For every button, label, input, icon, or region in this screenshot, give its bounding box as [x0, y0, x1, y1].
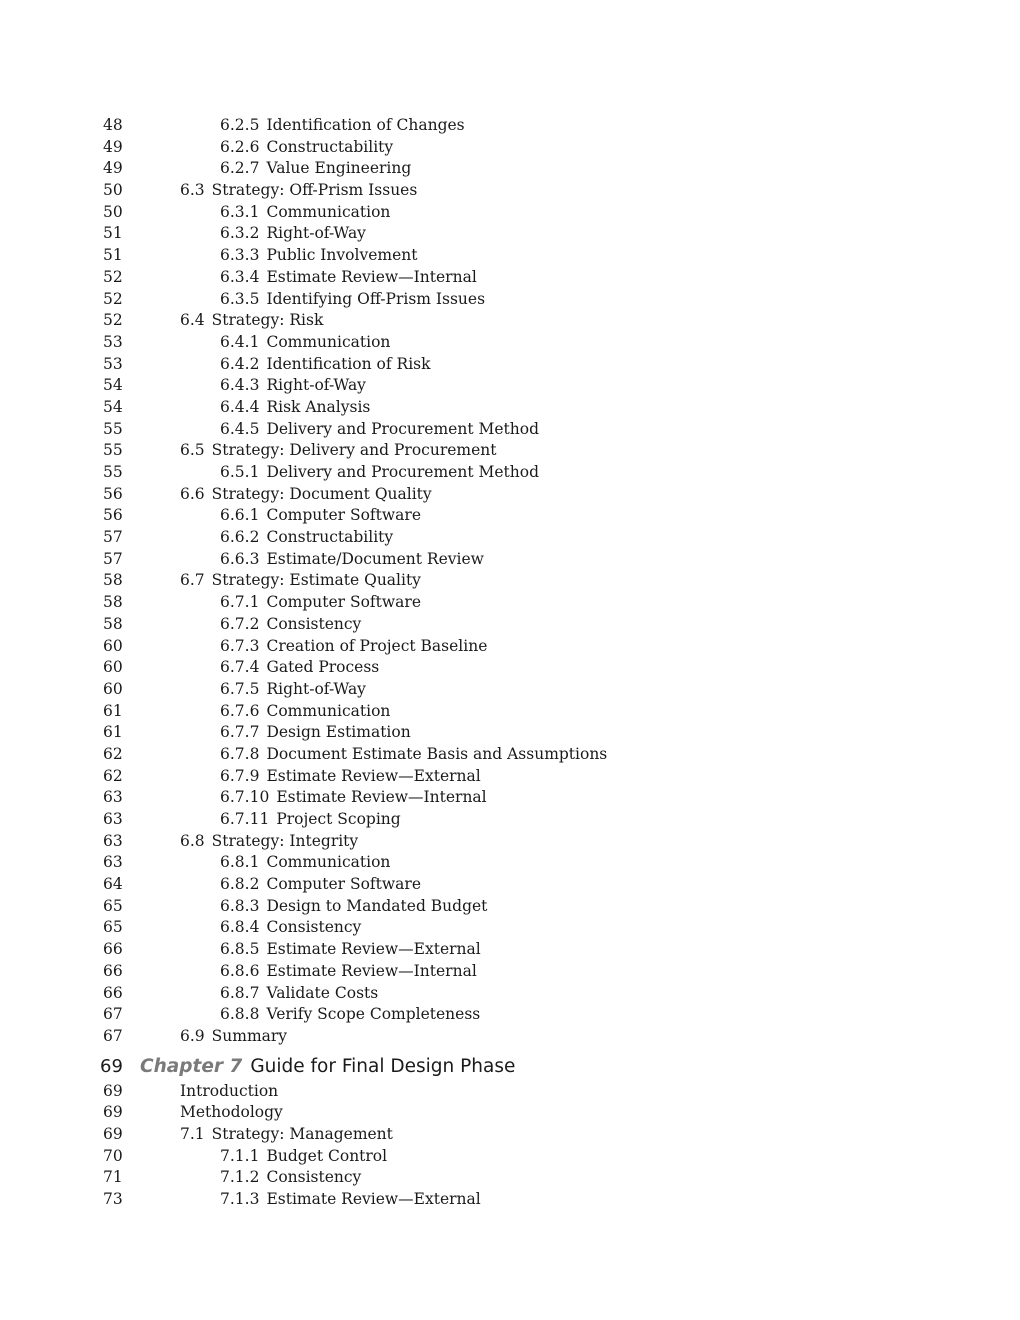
toc-page-number: 52 — [103, 289, 123, 308]
toc-entry[interactable] — [0, 397, 1020, 419]
section-number: 6.8.2 — [220, 875, 260, 894]
section-number: 6.8.6 — [220, 961, 260, 980]
toc-page-number: 48 — [103, 116, 123, 134]
toc-entry[interactable] — [0, 1189, 1020, 1211]
section-title: Identification of Risk — [266, 354, 431, 373]
toc-entry-text — [220, 983, 378, 1005]
section-number: 6.3.2 — [220, 224, 260, 243]
toc-page-number: 49 — [103, 159, 123, 178]
section-number: 6.6 — [180, 484, 205, 503]
toc-entry[interactable] — [0, 1026, 1020, 1048]
section-number: 6.7.5 — [220, 679, 260, 698]
section-number: 6.3.1 — [220, 202, 260, 221]
section-title: Strategy: Management — [211, 1124, 393, 1143]
toc-page-number: 70 — [103, 1146, 123, 1165]
section-title: Right-of-Way — [266, 376, 366, 395]
toc-entry[interactable] — [0, 1146, 1020, 1168]
toc-entry[interactable] — [0, 419, 1020, 441]
section-number: 6.4.3 — [220, 376, 260, 395]
section-title: Introduction — [180, 1081, 279, 1100]
toc-entry-text — [220, 1189, 481, 1211]
toc-entry-text — [220, 1004, 480, 1026]
toc-entry[interactable] — [0, 679, 1020, 701]
toc-entry-text — [180, 831, 358, 853]
toc-entry[interactable] — [0, 917, 1020, 939]
section-number: 6.8.8 — [220, 1005, 260, 1024]
toc-entry[interactable] — [0, 505, 1020, 527]
toc-entry[interactable] — [0, 896, 1020, 918]
section-number: 6.6.3 — [220, 549, 260, 568]
chapter-label: Chapter 7 — [140, 1055, 243, 1077]
toc-entry-text — [220, 896, 487, 918]
toc-entry[interactable] — [0, 809, 1020, 831]
toc-entry[interactable] — [0, 983, 1020, 1005]
section-title: Computer Software — [266, 875, 421, 894]
section-number: 6.8.3 — [220, 896, 260, 915]
toc-entry-text — [180, 440, 497, 462]
toc-page-number: 65 — [103, 918, 123, 937]
toc-entry-text — [220, 766, 481, 788]
toc-entry[interactable] — [0, 961, 1020, 983]
toc-entry-text — [220, 722, 411, 744]
section-title: Value Engineering — [266, 159, 412, 178]
section-number: 6.8 — [180, 831, 205, 850]
toc-page-number: 64 — [103, 875, 123, 894]
section-number: 6.2.5 — [220, 116, 260, 134]
toc-entry[interactable] — [0, 1124, 1020, 1146]
toc-page-number: 51 — [103, 224, 123, 243]
section-title: Gated Process — [266, 658, 380, 677]
toc-page-number: 58 — [103, 571, 123, 590]
toc-entry[interactable] — [0, 484, 1020, 506]
section-number: 6.7.1 — [220, 593, 260, 612]
section-title: Estimate/Document Review — [266, 549, 484, 568]
section-title: Methodology — [180, 1103, 283, 1122]
toc-entry[interactable] — [0, 115, 1020, 137]
section-number: 6.6.2 — [220, 528, 260, 547]
section-number: 6.5.1 — [220, 463, 260, 481]
toc-entry[interactable] — [0, 614, 1020, 636]
toc-page-number: 56 — [103, 506, 123, 525]
section-number: 6.3.5 — [220, 289, 260, 308]
section-title: Estimate Review—Internal — [266, 267, 477, 286]
section-title: Consistency — [266, 918, 362, 937]
section-number: 6.3.4 — [220, 267, 260, 286]
section-number: 6.7.7 — [220, 723, 260, 742]
toc-entry[interactable] — [0, 939, 1020, 961]
section-title: Estimate Review—External — [266, 1190, 481, 1208]
section-number: 6.7.11 — [220, 810, 270, 828]
toc-page-number: 69 — [103, 1103, 123, 1122]
toc-entry[interactable] — [0, 1081, 1020, 1103]
toc-chapter-heading[interactable] — [0, 1051, 1020, 1083]
section-title: Strategy: Off-Prism Issues — [211, 181, 418, 200]
section-title: Strategy: Estimate Quality — [211, 571, 421, 590]
section-title: Constructability — [266, 528, 394, 547]
toc-entry[interactable] — [0, 549, 1020, 571]
toc-entry[interactable] — [0, 570, 1020, 592]
toc-page-number: 65 — [103, 896, 123, 915]
toc-entry[interactable] — [0, 375, 1020, 397]
toc-entry[interactable] — [0, 202, 1020, 224]
toc-entry-text — [220, 505, 421, 527]
toc-page-number: 66 — [103, 940, 123, 959]
section-number: 6.8.5 — [220, 940, 260, 959]
toc-entry-text — [220, 549, 484, 571]
section-title: Identifying Off-Prism Issues — [266, 289, 486, 308]
toc-entry-text — [180, 1124, 393, 1146]
toc-entry[interactable] — [0, 657, 1020, 679]
toc-page-number: 67 — [103, 1026, 123, 1045]
toc-page-number: 57 — [103, 549, 123, 568]
toc-page-number: 66 — [103, 983, 123, 1002]
section-number: 6.7.6 — [220, 701, 260, 720]
toc-entry[interactable] — [0, 267, 1020, 289]
section-number: 6.4.5 — [220, 419, 260, 438]
toc-entry[interactable] — [0, 874, 1020, 896]
toc-entry-text — [220, 852, 390, 874]
section-title: Risk Analysis — [266, 397, 371, 416]
toc-page-number: 69 — [103, 1081, 123, 1100]
toc-entry-text — [220, 245, 417, 267]
section-number: 6.9 — [180, 1026, 205, 1045]
section-title: Strategy: Document Quality — [211, 484, 432, 503]
toc-entry[interactable] — [0, 722, 1020, 744]
toc-entry-text — [220, 874, 421, 896]
toc-page-number: 50 — [103, 181, 123, 200]
toc-page-number: 62 — [103, 766, 123, 785]
toc-page-number: 54 — [103, 376, 123, 395]
section-number: 6.3.3 — [220, 246, 260, 265]
section-number: 6.7 — [180, 571, 205, 590]
toc-entry-text — [220, 636, 487, 658]
toc-page-number: 61 — [103, 723, 123, 742]
section-number: 6.3 — [180, 181, 205, 200]
toc-page-number: 55 — [103, 419, 123, 438]
section-number: 6.2.6 — [220, 137, 260, 156]
toc-page-number: 60 — [103, 636, 123, 655]
section-title: Strategy: Delivery and Procurement — [211, 441, 497, 460]
section-number: 7.1.1 — [220, 1146, 260, 1165]
section-title: Delivery and Procurement Method — [266, 463, 539, 481]
toc-entry[interactable] — [0, 245, 1020, 267]
toc-page-number: 69 — [100, 1055, 123, 1077]
toc-page-number: 67 — [103, 1005, 123, 1024]
toc-entry[interactable] — [0, 354, 1020, 376]
toc-page-number: 58 — [103, 614, 123, 633]
section-number: 6.7.4 — [220, 658, 260, 677]
toc-entry-text — [220, 267, 477, 289]
toc-entry[interactable] — [0, 636, 1020, 658]
section-number: 6.8.1 — [220, 853, 260, 872]
section-title: Project Scoping — [276, 810, 401, 828]
toc-entry-text — [220, 787, 487, 809]
section-number: 6.2.7 — [220, 159, 260, 178]
section-title: Strategy: Integrity — [211, 831, 359, 850]
toc-page-number: 51 — [103, 246, 123, 265]
section-number: 6.4.1 — [220, 332, 260, 351]
toc-entry-text — [220, 527, 393, 549]
toc-entry-text — [220, 223, 366, 245]
toc-page-number: 57 — [103, 528, 123, 547]
section-title: Budget Control — [266, 1146, 388, 1165]
toc-entry-text — [140, 1051, 515, 1083]
toc-entry[interactable] — [0, 137, 1020, 159]
toc-entry-text — [180, 484, 432, 506]
section-title: Summary — [211, 1026, 288, 1045]
toc-entry-text — [220, 289, 485, 311]
toc-entry-text — [220, 1146, 387, 1168]
toc-entry-text — [180, 180, 417, 202]
toc-entry-text — [220, 332, 390, 354]
section-title: Verify Scope Completeness — [266, 1005, 481, 1024]
toc-page-number: 62 — [103, 744, 123, 763]
section-title: Communication — [266, 701, 391, 720]
section-title: Communication — [266, 853, 391, 872]
toc-entry-text — [180, 1102, 283, 1124]
toc-page-number: 53 — [103, 354, 123, 373]
toc-entry[interactable] — [0, 744, 1020, 766]
toc-entry[interactable] — [0, 289, 1020, 311]
section-title: Strategy: Risk — [211, 311, 324, 330]
toc-page-number: 55 — [103, 463, 123, 481]
section-number: 6.7.9 — [220, 766, 260, 785]
table-of-contents — [0, 115, 1020, 1211]
section-title: Validate Costs — [266, 983, 379, 1002]
section-title: Estimate Review—External — [266, 766, 481, 785]
toc-entry[interactable] — [0, 462, 1020, 484]
section-number: 6.7.2 — [220, 614, 260, 633]
toc-entry-text — [220, 354, 431, 376]
toc-page-number: 63 — [103, 788, 123, 807]
toc-entry[interactable] — [0, 852, 1020, 874]
toc-entry-text — [220, 115, 465, 137]
toc-entry[interactable] — [0, 223, 1020, 245]
section-title: Design Estimation — [266, 723, 411, 742]
toc-entry-text — [220, 137, 393, 159]
toc-page-number: 63 — [103, 810, 123, 828]
section-title: Computer Software — [266, 506, 421, 525]
section-number: 6.5 — [180, 441, 205, 460]
toc-page-number: 61 — [103, 701, 123, 720]
section-number: 6.4 — [180, 311, 205, 330]
toc-entry-text — [220, 679, 366, 701]
toc-page-number: 52 — [103, 311, 123, 330]
toc-page-number: 63 — [103, 853, 123, 872]
section-number: 6.8.7 — [220, 983, 260, 1002]
toc-entry-text — [220, 397, 370, 419]
section-title: Estimate Review—Internal — [266, 961, 477, 980]
section-title: Consistency — [266, 614, 362, 633]
toc-entry-text — [220, 1167, 361, 1189]
section-number: 7.1.2 — [220, 1168, 260, 1187]
section-number: 7.1.3 — [220, 1190, 260, 1208]
section-title: Communication — [266, 332, 391, 351]
toc-entry-text — [220, 917, 361, 939]
section-title: Identification of Changes — [266, 116, 465, 134]
chapter-title: Guide for Final Design Phase — [250, 1055, 516, 1077]
section-title: Communication — [266, 202, 391, 221]
toc-page-number: 56 — [103, 484, 123, 503]
toc-entry-text — [180, 310, 323, 332]
toc-entry-text — [220, 809, 401, 831]
section-number: 6.7.3 — [220, 636, 260, 655]
section-title: Right-of-Way — [266, 224, 366, 243]
toc-entry-text — [180, 1026, 287, 1048]
section-title: Public Involvement — [266, 246, 418, 265]
section-number: 6.7.10 — [220, 788, 270, 807]
toc-entry[interactable] — [0, 787, 1020, 809]
section-number: 6.4.4 — [220, 397, 260, 416]
section-title: Estimate Review—Internal — [276, 788, 487, 807]
toc-entry[interactable] — [0, 1004, 1020, 1026]
section-title: Consistency — [266, 1168, 362, 1187]
toc-entry-text — [220, 375, 366, 397]
section-number: 6.8.4 — [220, 918, 260, 937]
toc-entry[interactable] — [0, 831, 1020, 853]
toc-entry[interactable] — [0, 1102, 1020, 1124]
toc-page-number: 58 — [103, 593, 123, 612]
toc-entry-text — [220, 158, 411, 180]
toc-page-number: 54 — [103, 397, 123, 416]
toc-page-number: 53 — [103, 332, 123, 351]
toc-entry-text — [180, 1081, 278, 1103]
toc-entry-text — [220, 961, 477, 983]
section-title: Computer Software — [266, 593, 421, 612]
toc-entry-text — [220, 592, 421, 614]
section-title: Document Estimate Basis and Assumptions — [266, 744, 608, 763]
section-title: Right-of-Way — [266, 679, 366, 698]
toc-page-number: 60 — [103, 679, 123, 698]
toc-entry-text — [220, 462, 539, 484]
section-title: Estimate Review—External — [266, 940, 481, 959]
section-number: 6.6.1 — [220, 506, 260, 525]
toc-page-number: 50 — [103, 202, 123, 221]
toc-entry-text — [220, 657, 379, 679]
toc-entry-text — [180, 570, 421, 592]
section-title: Constructability — [266, 137, 394, 156]
toc-page-number: 60 — [103, 658, 123, 677]
toc-entry[interactable] — [0, 310, 1020, 332]
toc-entry[interactable] — [0, 158, 1020, 180]
toc-entry-text — [220, 614, 361, 636]
toc-entry-text — [220, 701, 390, 723]
section-number: 6.7.8 — [220, 744, 260, 763]
toc-entry[interactable] — [0, 592, 1020, 614]
toc-page-number: 69 — [103, 1124, 123, 1143]
toc-page-number: 66 — [103, 961, 123, 980]
section-number: 7.1 — [180, 1124, 205, 1143]
toc-page-number: 52 — [103, 267, 123, 286]
toc-page-number: 73 — [103, 1190, 123, 1208]
toc-entry-text — [220, 939, 481, 961]
toc-entry-text — [220, 202, 390, 224]
toc-entry[interactable] — [0, 180, 1020, 202]
section-title: Creation of Project Baseline — [266, 636, 488, 655]
toc-entry[interactable] — [0, 766, 1020, 788]
toc-entry-text — [220, 419, 539, 441]
section-number: 6.4.2 — [220, 354, 260, 373]
toc-entry[interactable] — [0, 527, 1020, 549]
toc-entry[interactable] — [0, 1167, 1020, 1189]
toc-page-number: 49 — [103, 137, 123, 156]
toc-entry[interactable] — [0, 332, 1020, 354]
toc-entry[interactable] — [0, 701, 1020, 723]
section-title: Design to Mandated Budget — [266, 896, 488, 915]
toc-page-number: 63 — [103, 831, 123, 850]
section-title: Delivery and Procurement Method — [266, 419, 539, 438]
toc-entry[interactable] — [0, 440, 1020, 462]
toc-entry-text — [220, 744, 607, 766]
toc-page-number: 55 — [103, 441, 123, 460]
toc-page-number: 71 — [103, 1168, 123, 1187]
